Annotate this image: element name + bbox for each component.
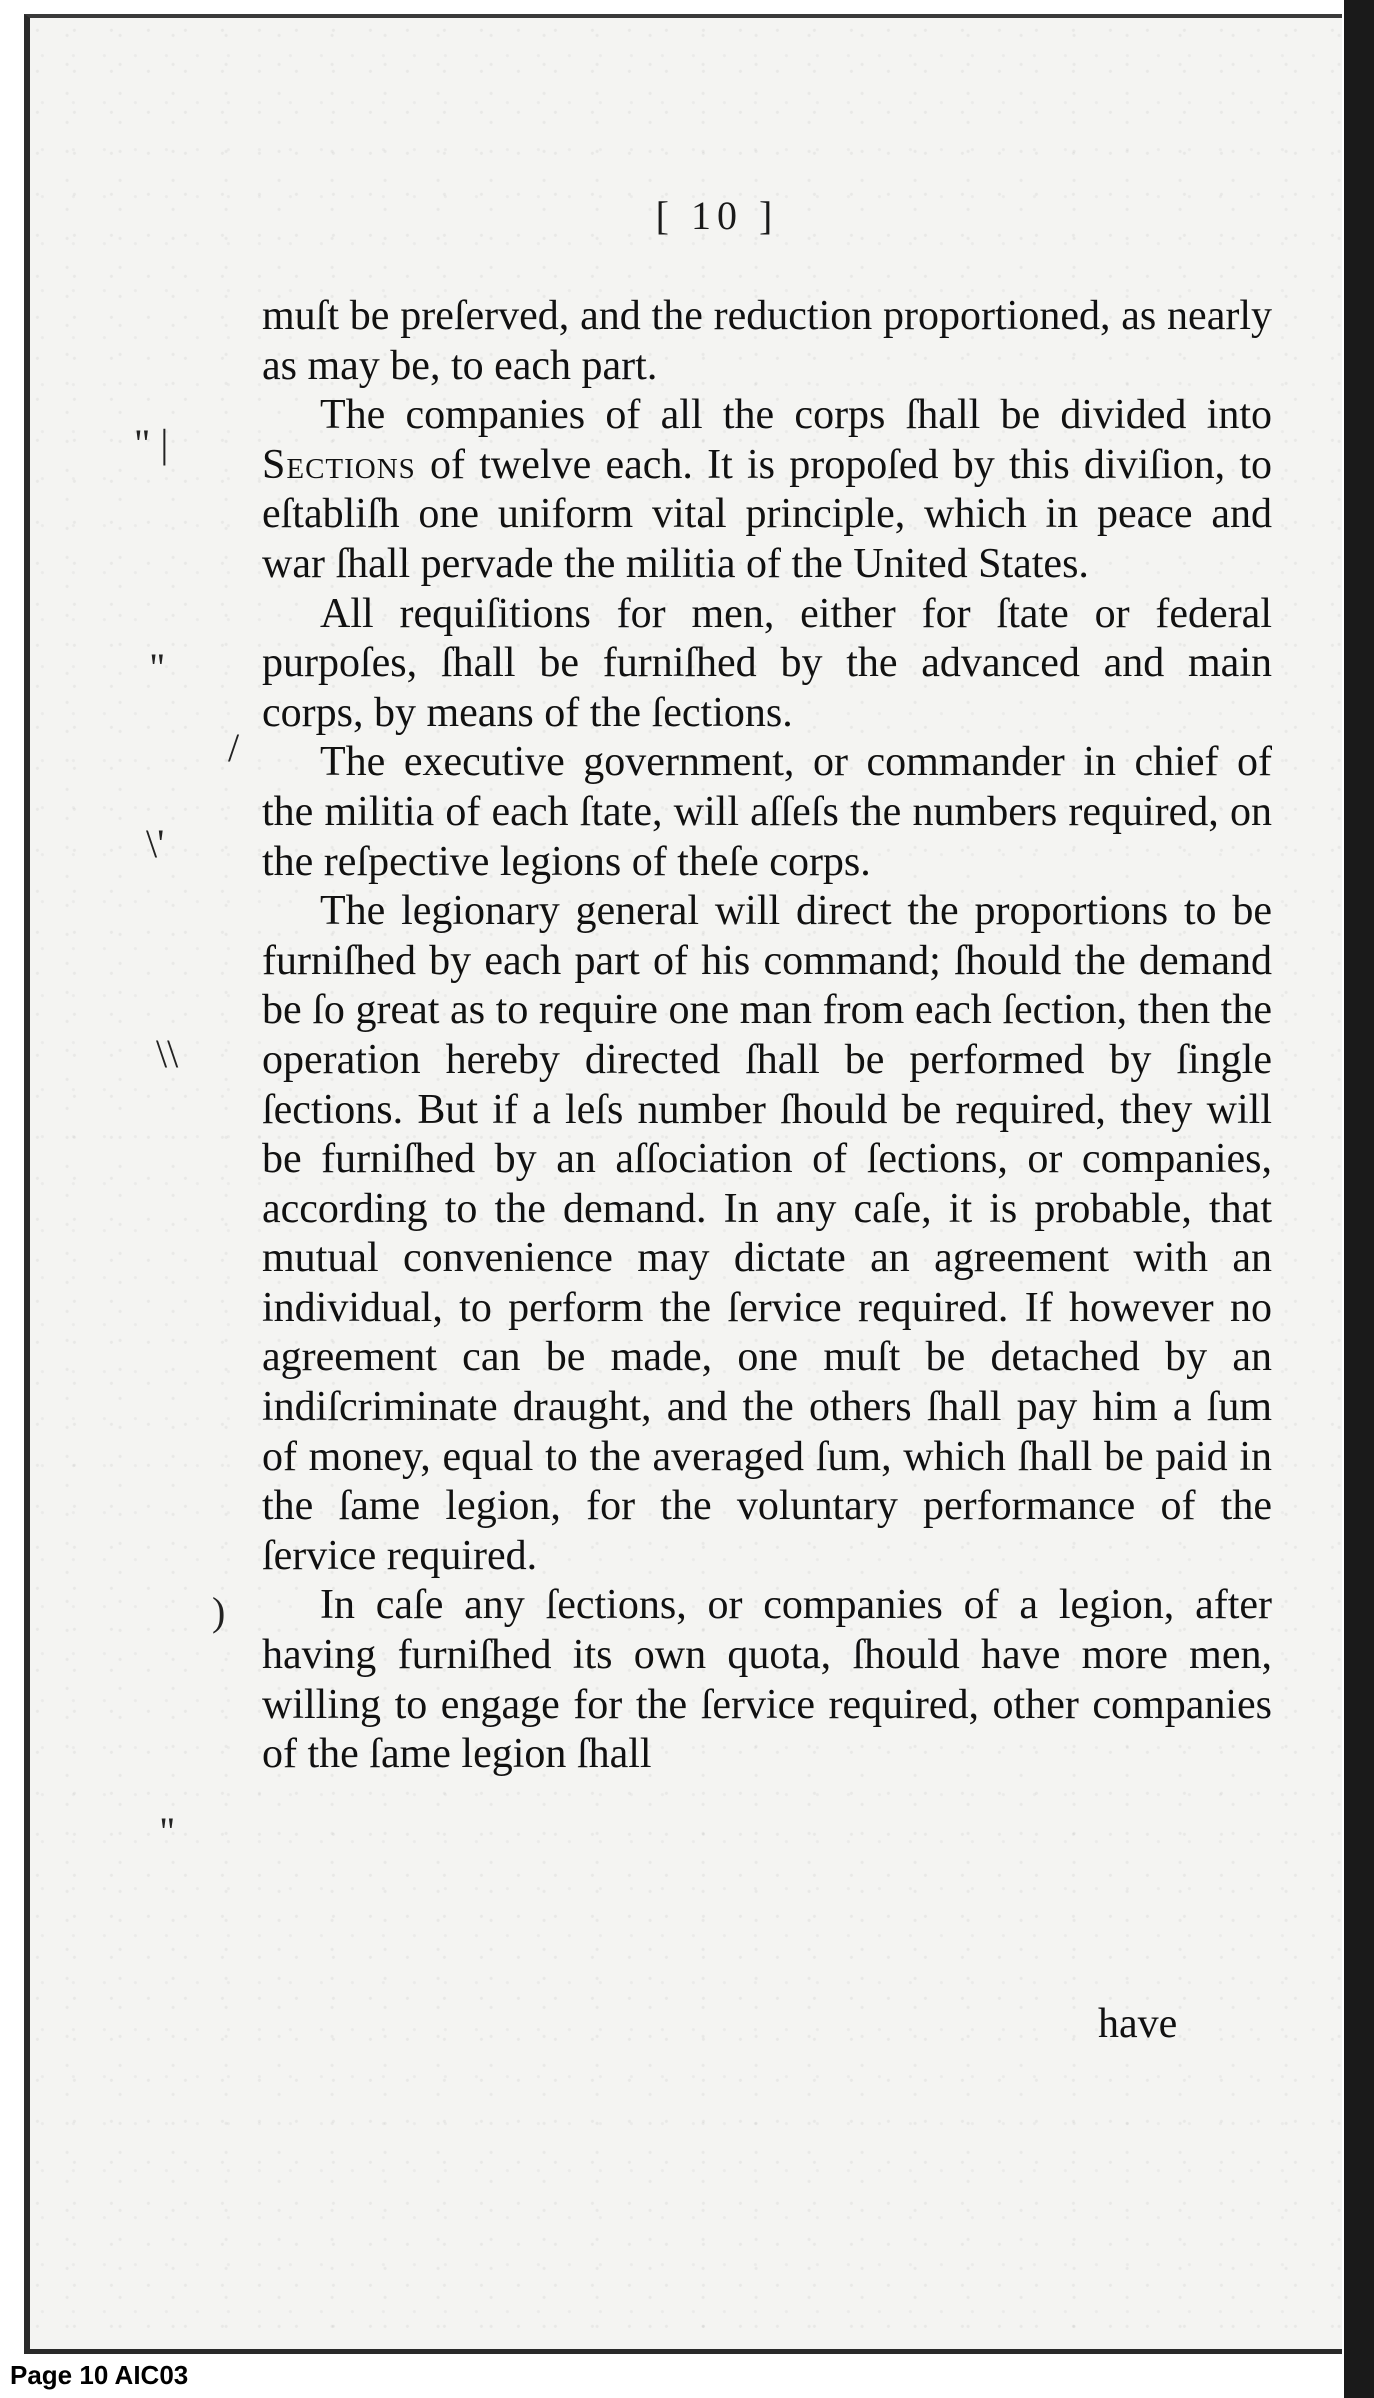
margin-mark-5: \\ [156, 1031, 179, 1076]
margin-mark-7: '' [160, 1809, 175, 1854]
paragraph-1: muſt be preſerved, and the reduction proportioned, as nearly as may be, to each part. [262, 293, 1272, 389]
paragraph-5: The legionary general will direct the proportions to be furniſhed by each part of his command; ſhould the demand be ſo great as to require one man from each ſection, then the operation hereby directed ſhall be performed by ſingle ſections. But if a leſs number ſhould be required, they will be furniſhed by an aſſociation of ſections, or companies, according to the demand. In any caſe, it is probable, that mutual convenience may dictate an agreement with an individual, to perform the ſervice required. If however no agreement can be made, one muſt be detached by an indiſcriminate draught, and the others ſhall pay him a ſum of money, equal to the averaged ſum, which ſhall be paid in the ſame legion, for the voluntary performance of the ſervice required. [262, 888, 1272, 1579]
paragraph-2-start: The companies of all the corps ſhall be divided into [320, 392, 1272, 439]
paragraph-2 [262, 391, 1272, 589]
margin-mark-1: " | [134, 421, 169, 466]
margin-mark-3: / [228, 725, 240, 770]
catchword: have [1098, 2001, 1178, 2047]
page-number: [ 10 ] [655, 193, 779, 238]
margin-mark-6: ) [212, 1589, 226, 1634]
margin-mark-2: '' [150, 645, 165, 690]
paragraph-3: All requiſitions for men, either for ſtate or federal purpoſes, ſhall be furniſhed by the advanced and main corps, by means of the ſections. [262, 590, 1272, 736]
body-text [262, 292, 1272, 1780]
paragraph-2-end: of twelve each. It is propoſed by this diviſion, to eſtabliſh one uniform vital principle, which in peace and war ſhall pervade the militia of the United States. [262, 441, 1272, 587]
sections-small-caps: Sections [262, 441, 416, 488]
scan-footer-label: Page 10 AIC03 [10, 2360, 189, 2390]
scan-right-edge [1344, 0, 1374, 2398]
paragraph-6: In caſe any ſections, or companies of a legion, after having furniſhed its own quota, ſhould have more men, willing to engage for the ſervice required, other companies of the ſame legion ſhall [262, 1582, 1272, 1778]
paragraph-4: The executive government, or commander in chief of the militia of each ſtate, will aſſeſs the numbers required, on the reſpective legions of theſe corps. [262, 739, 1272, 885]
margin-mark-4: \' [146, 821, 165, 866]
